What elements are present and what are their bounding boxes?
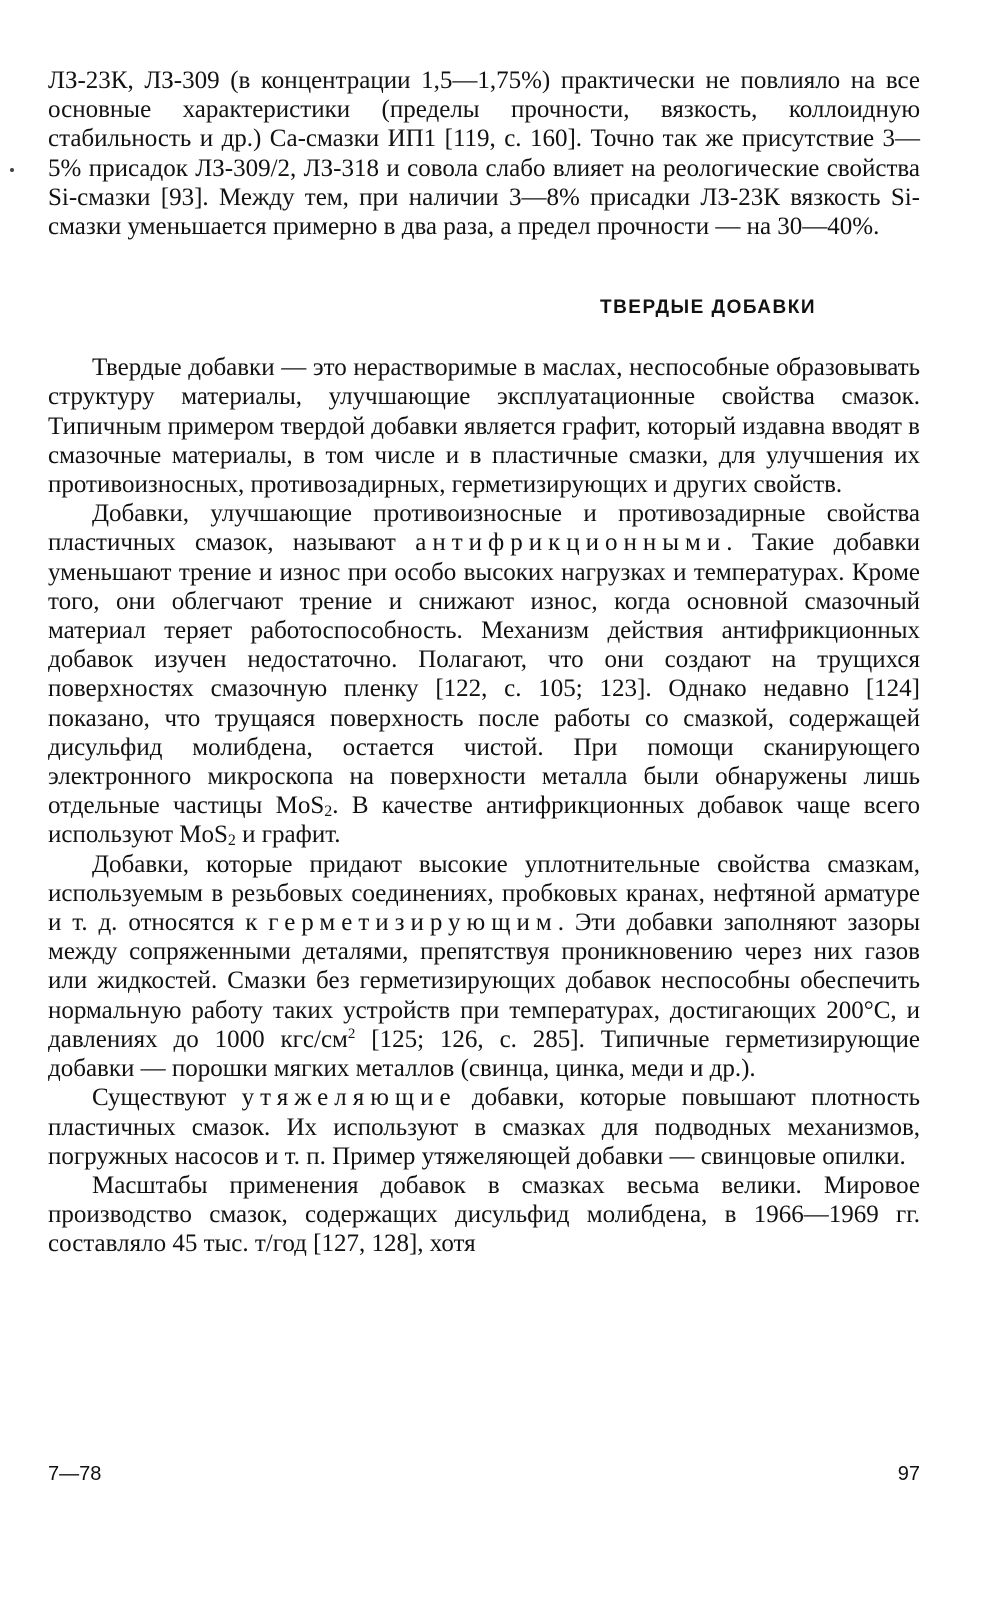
paragraph-intro: ЛЗ-23К, ЛЗ-309 (в концентрации 1,5—1,75%) практически не повлияло на все основные характеристики (пределы прочности, вязкость, коллоидную стабильность и др.) Са-смазки ИП1 [119, с. 160]. Точно так же присутствие 3—5% присадок ЛЗ-309/2, ЛЗ-318 и совола слабо влияет на реологические свойства Si-смазки [93]. Между тем, при наличии 3—8% присадки ЛЗ-23К вязкость Si-смазки уменьшается примерно в два раза, а предел прочности — на 30—40%. <box>48 67 920 241</box>
text-run: Добавки, улучшающие противоизносные и противозадирные свойства пластичных смазок, называют <box>48 500 920 557</box>
text-run: . Такие добавки уменьшают трение и износ при особо высоких нагрузках и температурах. Кроме того, они облегчают трение и снижают износ, когда основной смазочный материал теряет работоспособность. Механизм действия антифрикционных добавок изучен недостаточно. Полагают, что они создают на трущихся поверхностях смазочную пленку [122, с. 105; 123]. Однако недавно [124] показано, что трущаяся поверхность после работы со смазкой, содержащей дисульфид молибдена, остается чистой. При помощи сканирующего электронного микроскопа на поверхности металла были обнаружены лишь отдельные частицы <box>48 529 921 820</box>
text-run: . В качестве антифрикционных добавок чаще всего используют <box>48 792 920 849</box>
formula-mos2: MoS <box>275 792 325 820</box>
paragraph-weighting <box>48 1083 920 1171</box>
formula-subscript: 2 <box>227 832 236 850</box>
formula-mos2: MoS <box>179 821 228 849</box>
spaced-term-sealing: герметизирующим <box>268 909 558 937</box>
page-body <box>48 66 920 1259</box>
spaced-term-weighting: утяжеляющие <box>241 1084 457 1112</box>
text-run: Добавки, которые придают высокие уплотнительные свойства смазкам, используемым в резьбовых соединениях, пробковых кранах, нефтяной арматуре и т. д. относятся к <box>48 850 920 937</box>
paragraph-antifriction <box>48 499 920 849</box>
margin-dot <box>10 168 14 172</box>
text-run: Существуют <box>92 1084 242 1112</box>
text-run: добавки, которые повышают плотность пластичных смазок. Их используют в смазках для подводных механизмов, погружных насосов и т. п. Пример утяжеляющей добавки — свинцовые опилки. <box>48 1084 921 1170</box>
printer-signature: 7—78 <box>48 1463 102 1485</box>
paragraph-sealing <box>48 850 920 1084</box>
text-run: и графит. <box>235 821 341 849</box>
formula-subscript: 2 <box>324 803 333 821</box>
spaced-term-antifriction: антифрикционными <box>415 529 727 557</box>
paragraph-scale: Масштабы применения добавок в смазках весьма велики. Мировое производство смазок, содержащих дисульфид молибдена, в 1966—1969 гг. составляло 45 тыс. т/год [127, 128], хотя <box>48 1171 920 1258</box>
text-run: [125; 126, с. 285]. Типичные герметизирующие добавки — порошки мягких металлов (свинца, цинка, меди и др.). <box>48 1025 920 1083</box>
section-heading: ТВЕРДЫЕ ДОБАВКИ <box>599 297 816 319</box>
page-number: 97 <box>897 1463 920 1485</box>
paragraph-definition: Твердые добавки — это нерастворимые в маслах, неспособные образовывать структуру материалы, улучшающие эксплуатационные свойства смазок. Типичным примером твердой добавки является графит, который издавна вводят в смазочные материалы, в том числе и в пластичные смазки, для улучшения их противоизносных, противозадирных, герметизирующих и других свойств. <box>48 354 920 499</box>
unit-superscript: 2 <box>347 1025 356 1042</box>
text-run: . Эти добавки заполняют зазоры между сопряженными деталями, препятствуя проникновению через них газов или жидкостей. Смазки без герметизирующих добавок неспособны обеспечить нормальную работу таких устройств при температурах, достигающих 200°С, и давлениях до 1000 кгс/см <box>48 909 920 1053</box>
